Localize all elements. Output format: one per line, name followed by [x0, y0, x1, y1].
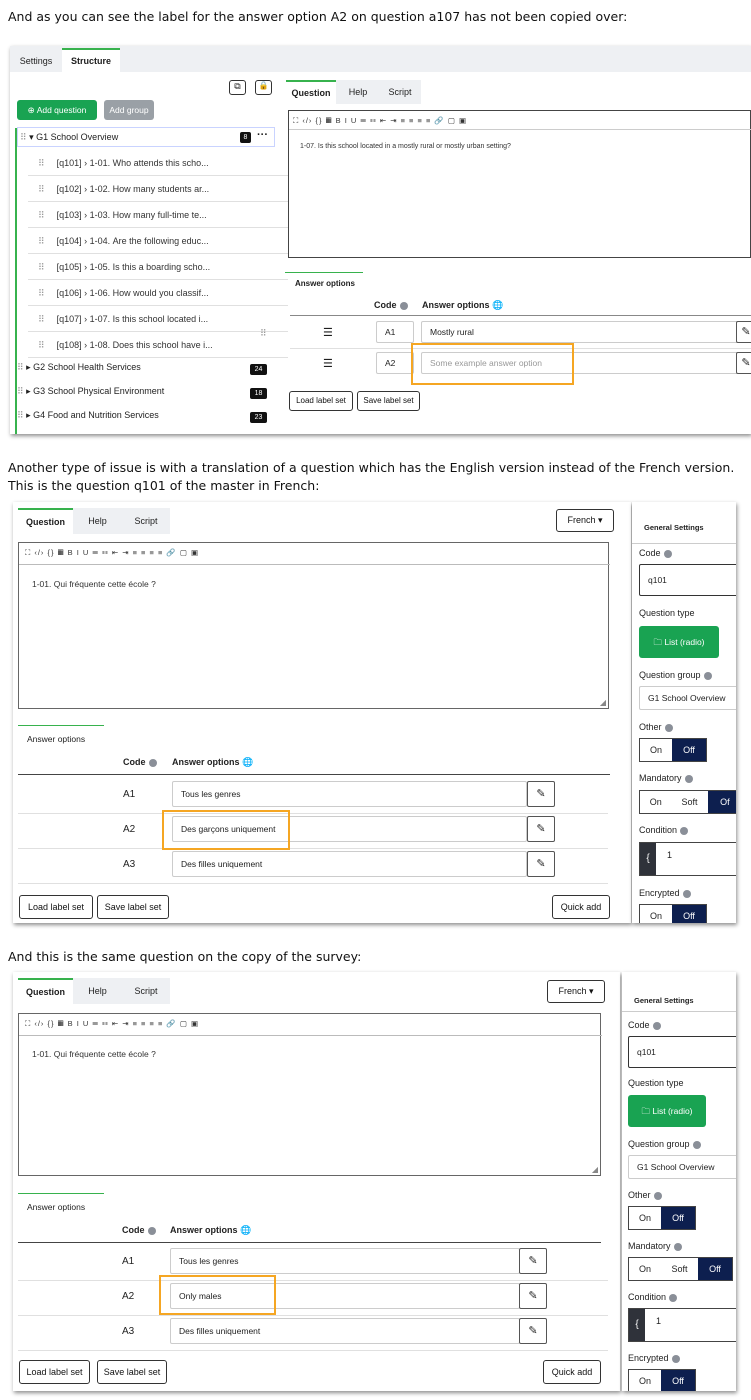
answer-code[interactable]: A1	[123, 789, 136, 800]
question-text[interactable]: 1-01. Qui fréquente cette école ?	[32, 579, 156, 589]
edit-pencil-icon[interactable]: ✎	[527, 781, 555, 807]
code-header: Code	[122, 1225, 156, 1235]
code-label: Code	[639, 548, 672, 558]
add-group-button[interactable]: Add group	[104, 100, 154, 120]
other-label: Other	[628, 1190, 662, 1200]
mandatory-toggle[interactable]	[639, 790, 736, 814]
question-item[interactable]: ⠿ [q101] › 1-01. Who attends this scho...	[28, 150, 288, 176]
condition-value: 1	[656, 1316, 662, 1326]
intro-text-2a: Another type of issue is with a translation of a question which has the English version instead of the French version.	[8, 460, 735, 475]
drag-handle-icon[interactable]: ⠿	[38, 184, 45, 194]
intro-text-1: And as you can see the label for the answer option A2 on question a107 has not been copied over:	[8, 9, 628, 24]
encrypted-label: Encrypted	[628, 1353, 680, 1363]
group-item[interactable]: ⠿ ▸ G2 School Health Services	[17, 362, 141, 372]
condition-editor[interactable]	[639, 842, 736, 876]
question-type-label: Question type	[628, 1078, 684, 1088]
question-type-button[interactable]: 🗀 List (radio)	[628, 1095, 706, 1127]
toggle-off[interactable]: Off	[672, 739, 706, 761]
toggle-off[interactable]: Off	[698, 1258, 732, 1280]
answer-option-field[interactable]: Des filles uniquement	[172, 851, 527, 877]
general-settings-title: General Settings	[634, 996, 694, 1005]
row-divider	[18, 1315, 608, 1316]
mandatory-label: Mandatory	[639, 773, 693, 783]
condition-gutter: {	[640, 843, 656, 875]
highlight-box	[411, 343, 574, 385]
edit-pencil-icon[interactable]: ✎	[527, 816, 555, 842]
editor-toolbar[interactable]: ⛶ ‹/› {} ▦ B I U ☰ ☷ ⇤ ⇥ ≡ ≡ ≡ ≡ 🔗 ▢ ▣	[25, 548, 200, 557]
drag-handle-icon[interactable]: ☰	[323, 358, 333, 370]
highlight-box	[162, 810, 290, 850]
screenshot-copy-question	[13, 972, 620, 1391]
language-dropdown[interactable]: French ▾	[556, 509, 614, 532]
question-group-label: Question group	[639, 670, 712, 680]
answer-options-header: Answer options 🌐	[170, 1225, 252, 1235]
row-divider	[18, 848, 608, 849]
code-label: Code	[628, 1020, 661, 1030]
edit-pencil-icon[interactable]: ✎	[519, 1283, 547, 1309]
code-header: Code	[123, 757, 157, 767]
toggle-on[interactable]: On	[640, 791, 671, 813]
screenshot-structure	[10, 46, 751, 434]
tab-question[interactable]: Question	[18, 508, 73, 534]
resize-handle-icon[interactable]: ◢	[591, 1165, 598, 1174]
plus-icon: ⊕	[27, 105, 37, 115]
question-item[interactable]: ⠿ [q102] › 1-02. How many students ar...	[28, 176, 288, 202]
mandatory-toggle[interactable]	[628, 1257, 733, 1281]
code-header: Code	[374, 300, 408, 310]
tab-answer-options[interactable]: Answer options	[18, 725, 104, 747]
resize-handle-icon[interactable]: ◢	[599, 698, 606, 707]
condition-editor[interactable]	[628, 1308, 736, 1342]
answer-code[interactable]: A1	[122, 1256, 135, 1267]
drag-handle-icon[interactable]: ⠿	[38, 158, 45, 168]
answer-options-header: Answer options 🌐	[172, 757, 254, 767]
question-group-label: Question group	[628, 1139, 701, 1149]
quick-add-button[interactable]: Quick add	[552, 895, 610, 919]
copy-icon[interactable]: ⧉	[229, 80, 246, 95]
drag-handle-icon[interactable]: ☰	[323, 327, 333, 339]
intro-text-2b: This is the question q101 of the master in French:	[8, 478, 320, 493]
answer-option-field[interactable]: Mostly rural	[421, 321, 741, 343]
question-type-label: Question type	[639, 608, 695, 618]
drag-handle-icon[interactable]: ⠿	[17, 362, 24, 372]
folder-icon: 🗀	[641, 1106, 653, 1116]
toggle-off[interactable]: Of	[708, 791, 736, 813]
tab-settings[interactable]: Settings	[19, 56, 53, 66]
drag-handle-icon[interactable]: ⠿	[38, 236, 45, 246]
question-editor[interactable]	[18, 542, 609, 709]
load-label-set-button[interactable]: Load label set	[19, 1360, 90, 1384]
drag-handle-icon[interactable]: ⠿	[38, 262, 45, 272]
caret-right-icon[interactable]: ▸	[26, 386, 31, 396]
general-settings-panel	[622, 972, 736, 1391]
question-text[interactable]: 1-01. Qui fréquente cette école ?	[32, 1049, 156, 1059]
lock-icon[interactable]: 🔒	[255, 80, 272, 95]
caret-right-icon[interactable]: ▸	[26, 362, 31, 372]
answer-option-field[interactable]: Tous les genres	[170, 1248, 520, 1274]
edit-pencil-icon[interactable]: ✎	[519, 1248, 547, 1274]
answer-code[interactable]: A2	[122, 1291, 135, 1302]
tab-help[interactable]: Help	[88, 516, 107, 526]
row-divider	[18, 1280, 608, 1281]
answer-option-field[interactable]: Only males	[170, 1283, 520, 1309]
tab-script[interactable]: Script	[134, 516, 158, 526]
load-label-set-button[interactable]: Load label set	[289, 391, 353, 411]
toggle-soft[interactable]: Soft	[671, 791, 707, 813]
tab-answer-options[interactable]: Answer options	[18, 1193, 104, 1215]
edit-pencil-icon[interactable]: ✎	[527, 851, 555, 877]
answer-options-header: Answer options 🌐	[422, 300, 504, 310]
answer-code-field[interactable]: A2	[376, 352, 414, 374]
condition-label: Condition	[639, 825, 688, 835]
question-type-button[interactable]: 🗀 List (radio)	[639, 626, 719, 658]
editor-toolbar[interactable]: ⛶ ‹/› {} ▦ B I U ☰ ☷ ⇤ ⇥ ≡ ≡ ≡ ≡ 🔗 ▢ ▣	[293, 116, 468, 125]
encrypted-toggle[interactable]	[639, 904, 707, 923]
save-label-set-button[interactable]: Save label set	[97, 895, 169, 919]
question-item[interactable]: ⠿ [q105] › 1-05. Is this a boarding scho...	[28, 254, 288, 280]
drag-handle-icon[interactable]: ⠿	[38, 288, 45, 298]
question-item[interactable]: ⠿ [q108] › 1-08. Does this school have i...	[28, 332, 288, 358]
editor-toolbar[interactable]: ⛶ ‹/› {} ▦ B I U ☰ ☷ ⇤ ⇥ ≡ ≡ ≡ ≡ 🔗 ▢ ▣	[25, 1019, 200, 1028]
drag-handle-icon[interactable]: ⠿	[38, 210, 45, 220]
question-editor[interactable]	[18, 1013, 601, 1176]
answer-option-field[interactable]: Some example answer option	[421, 352, 741, 374]
answer-option-field[interactable]: Tous les genres	[172, 781, 527, 807]
quick-add-button[interactable]: Quick add	[543, 1360, 601, 1384]
save-label-set-button[interactable]: Save label set	[97, 1360, 167, 1384]
group-item[interactable]: ⠿ ▸ G4 Food and Nutrition Services	[17, 410, 159, 420]
condition-label: Condition	[628, 1292, 677, 1302]
tab-help[interactable]: Help	[88, 986, 107, 996]
drag-handle-icon: ⠿	[260, 328, 267, 338]
add-question-button[interactable]: ⊕ Add question	[17, 100, 97, 120]
drag-handle-icon[interactable]: ⠿	[17, 410, 24, 420]
drag-handle-icon[interactable]: ⠿	[38, 340, 45, 350]
toggle-on[interactable]: On	[629, 1207, 661, 1229]
globe-icon: 🌐	[492, 300, 504, 310]
question-group-select[interactable]: G1 School Overview	[639, 686, 736, 710]
answer-option-field[interactable]: Des garçons uniquement	[172, 816, 527, 842]
group-count-badge: 8	[240, 132, 251, 143]
edit-pencil-icon[interactable]: ✎	[736, 321, 751, 343]
toggle-off[interactable]: Off	[661, 1207, 695, 1229]
info-icon	[148, 1227, 156, 1235]
globe-icon: 🌐	[242, 757, 254, 767]
code-input[interactable]: q101	[628, 1036, 736, 1068]
folder-icon: 🗀	[653, 637, 665, 647]
mandatory-label: Mandatory	[628, 1241, 682, 1251]
row-divider	[18, 813, 608, 814]
answer-code[interactable]: A3	[122, 1326, 135, 1337]
edit-pencil-icon[interactable]: ✎	[519, 1318, 547, 1344]
question-item[interactable]: ⠿ [q106] › 1-06. How would you classif...	[28, 280, 288, 306]
other-label: Other	[639, 722, 673, 732]
caret-down-icon: ▾	[598, 515, 603, 525]
encrypted-label: Encrypted	[639, 888, 691, 898]
toggle-off[interactable]: Off	[661, 1370, 695, 1391]
more-options-icon[interactable]: ···	[257, 129, 268, 141]
answer-code-field[interactable]: A1	[376, 321, 414, 343]
question-group-select[interactable]: G1 School Overview	[628, 1155, 736, 1179]
caret-down-icon: ▾	[589, 986, 594, 996]
caret-down-icon[interactable]: ▾	[29, 132, 34, 142]
toggle-on[interactable]: On	[640, 905, 672, 923]
tab-script[interactable]: Script	[134, 986, 158, 996]
code-input[interactable]: q101	[639, 564, 736, 596]
tab-script[interactable]: Script	[388, 87, 412, 97]
toggle-soft[interactable]: Soft	[661, 1258, 698, 1280]
drag-handle-icon[interactable]: ⠿	[17, 386, 24, 396]
info-icon	[149, 759, 157, 767]
general-settings-panel	[632, 502, 736, 923]
row-divider	[18, 1350, 608, 1351]
save-label-set-button[interactable]: Save label set	[357, 391, 420, 411]
row-divider	[18, 883, 608, 884]
answer-option-field[interactable]: Des filles uniquement	[170, 1318, 520, 1344]
group-item-g1[interactable]: ⠿ ▾ G1 School Overview	[17, 127, 275, 147]
highlight-box	[159, 1275, 276, 1315]
group-count-badge: 24	[250, 364, 267, 375]
tab-answer-options[interactable]: Answer options	[285, 272, 363, 294]
toggle-on[interactable]: On	[629, 1258, 661, 1280]
tab-structure[interactable]: Structure	[62, 48, 120, 72]
drag-handle-icon[interactable]: ⠿	[20, 132, 27, 142]
tab-question[interactable]: Question	[18, 978, 73, 1004]
question-item[interactable]: ⠿ [q104] › 1-04. Are the following educ...	[28, 228, 288, 254]
caret-right-icon[interactable]: ▸	[26, 410, 31, 420]
answer-code[interactable]: A3	[123, 859, 136, 870]
drag-handle-icon[interactable]: ⠿	[38, 314, 45, 324]
load-label-set-button[interactable]: Load label set	[19, 895, 93, 919]
group-count-badge: 18	[250, 388, 267, 399]
encrypted-toggle[interactable]	[628, 1369, 696, 1391]
question-item[interactable]: ⠿ [q103] › 1-03. How many full-time te...	[28, 202, 288, 228]
answer-code[interactable]: A2	[123, 824, 136, 835]
top-tab-bar	[10, 46, 751, 72]
edit-pencil-icon[interactable]: ✎	[736, 352, 751, 374]
toggle-on[interactable]: On	[629, 1370, 661, 1391]
other-toggle[interactable]	[628, 1206, 696, 1230]
tab-help[interactable]: Help	[348, 87, 368, 97]
condition-value: 1	[667, 850, 673, 860]
intro-text-3: And this is the same question on the copy of the survey:	[8, 949, 362, 964]
general-settings-title: General Settings	[644, 523, 704, 532]
globe-icon: 🌐	[240, 1225, 252, 1235]
group-count-badge: 23	[250, 412, 267, 423]
question-item[interactable]: ⠿ [q107] › 1-07. Is this school located i...	[28, 306, 288, 332]
question-editor[interactable]	[288, 110, 751, 258]
toggle-on[interactable]: On	[640, 739, 672, 761]
info-icon	[400, 302, 408, 310]
toggle-off[interactable]: Off	[672, 905, 706, 923]
language-dropdown[interactable]: French ▾	[547, 980, 605, 1003]
tab-question[interactable]: Question	[286, 80, 336, 104]
question-text[interactable]: 1-07. Is this school located in a mostly rural or mostly urban setting?	[300, 143, 511, 150]
screenshot-master-question	[13, 502, 631, 923]
condition-gutter: {	[629, 1309, 645, 1341]
other-toggle[interactable]	[639, 738, 707, 762]
group-item[interactable]: ⠿ ▸ G3 School Physical Environment	[17, 386, 165, 396]
